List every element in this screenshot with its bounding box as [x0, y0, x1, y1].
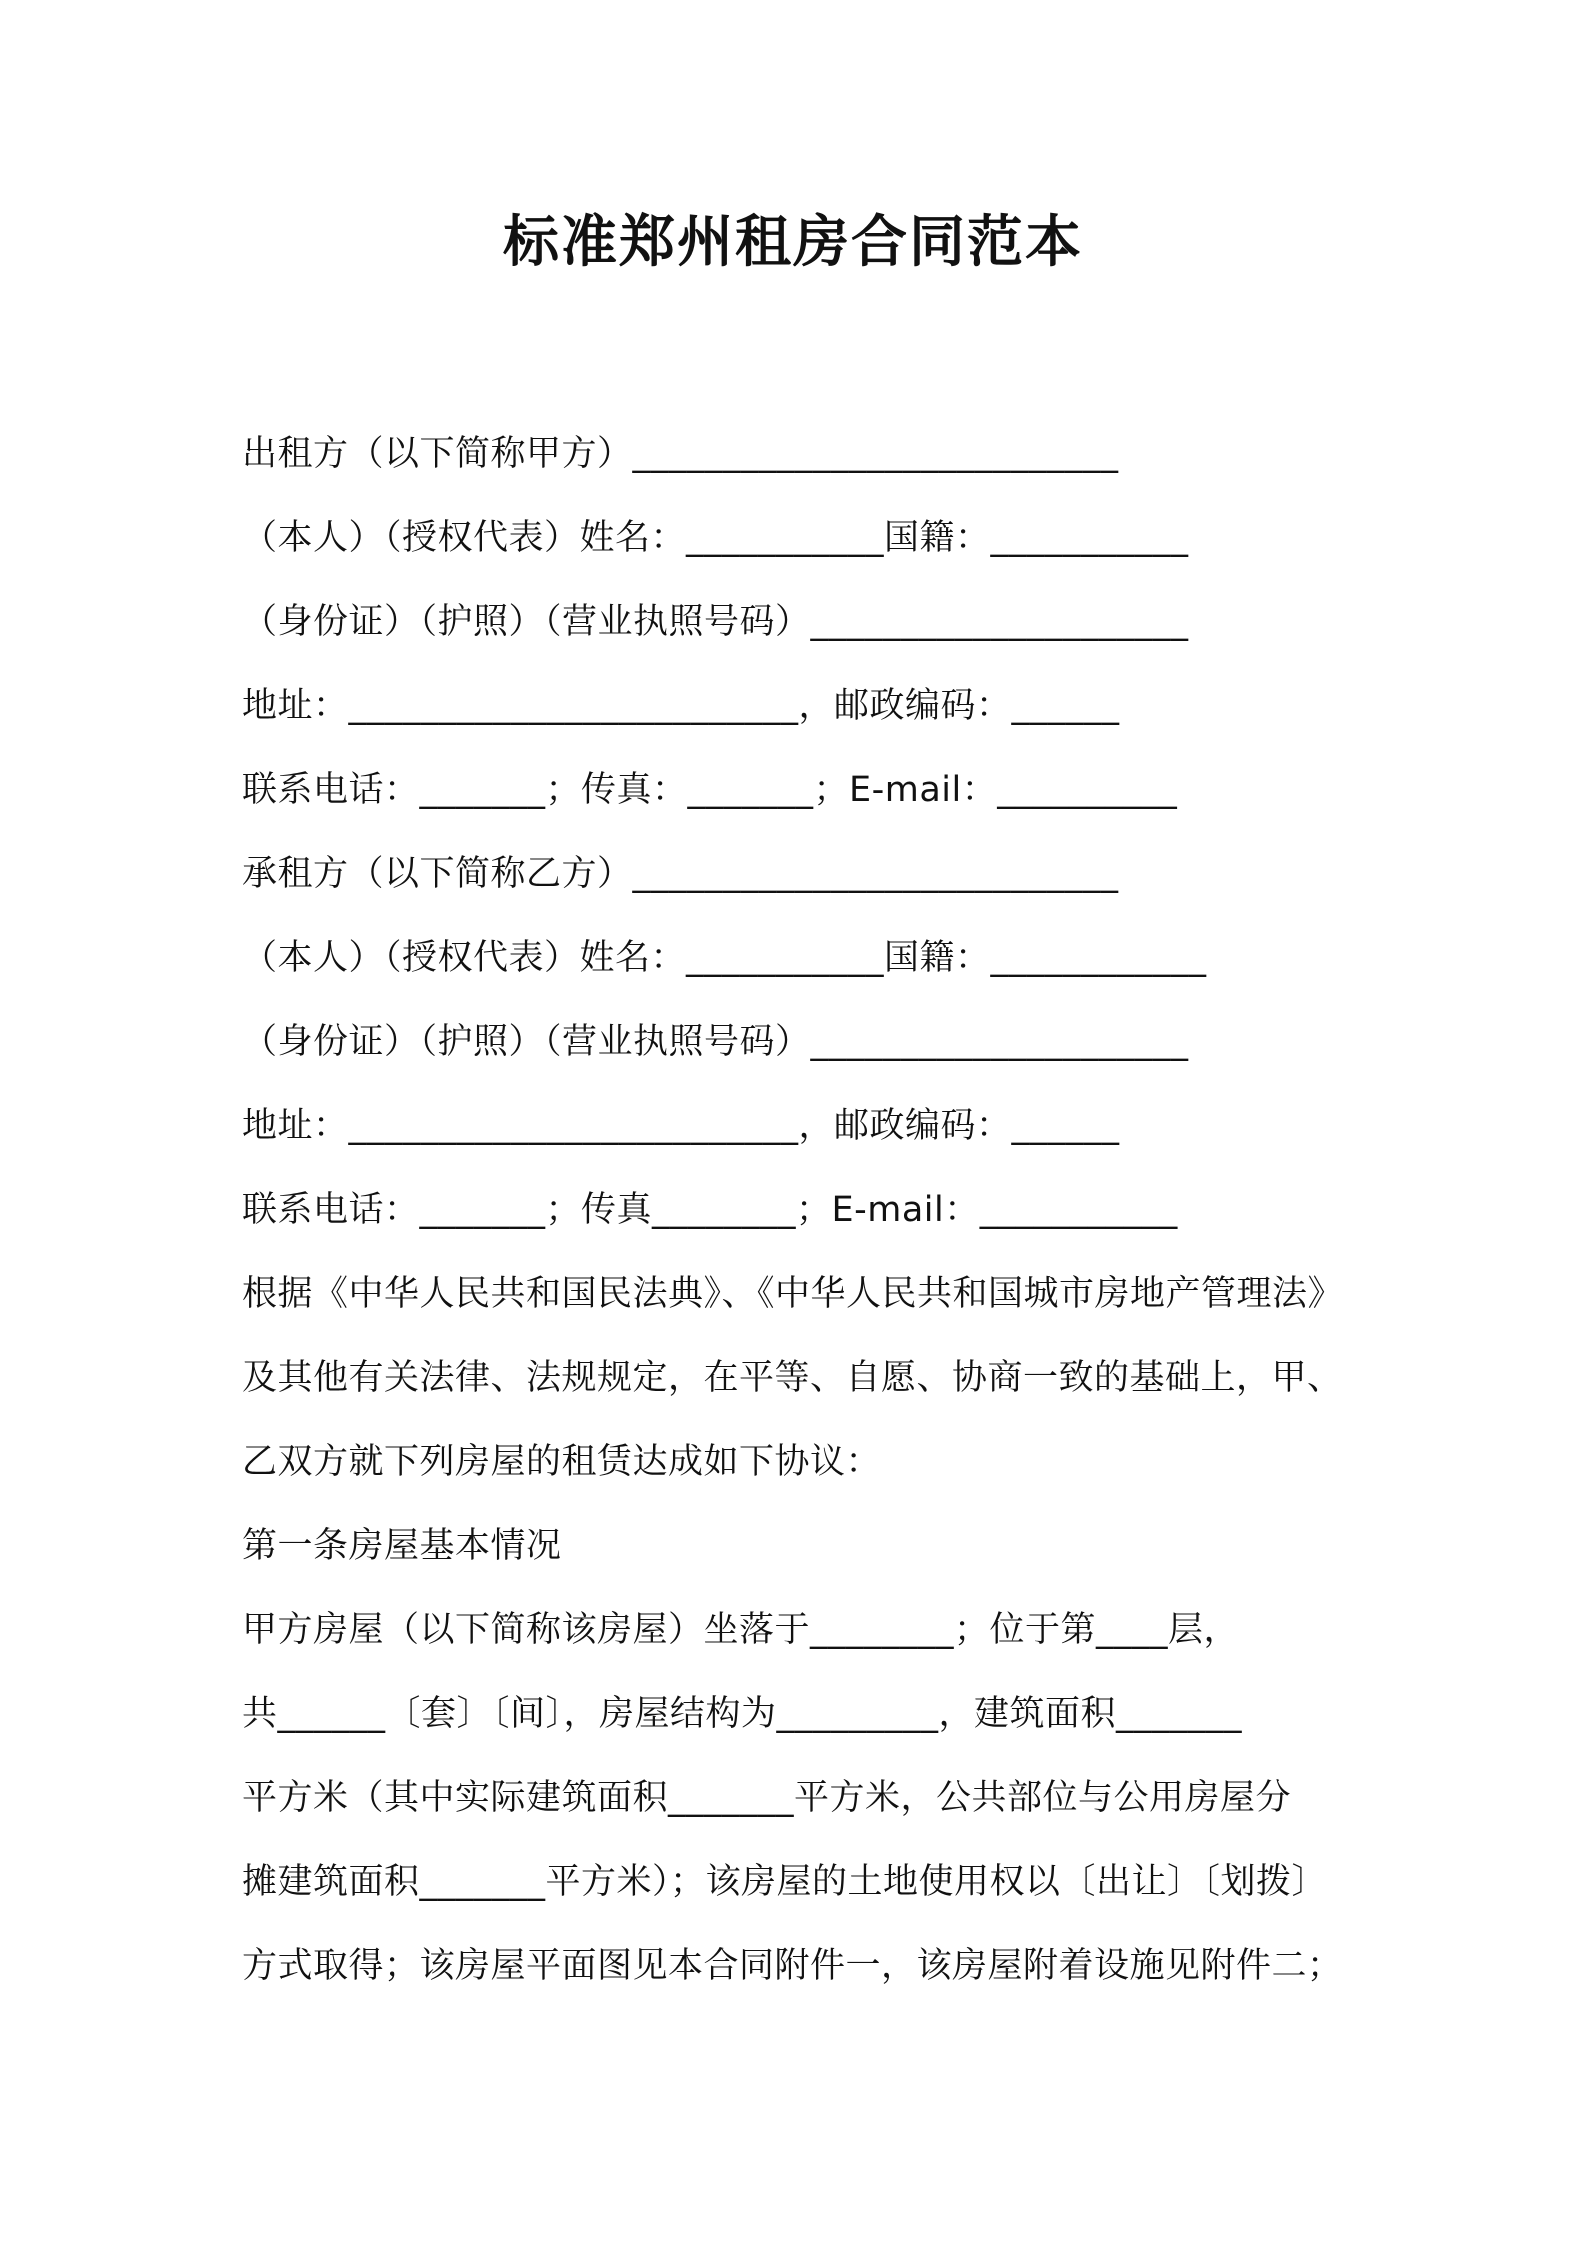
preamble-line-2: 及其他有关法律、法规规定，在平等、自愿、协商一致的基础上，甲、 [242, 1358, 1343, 1398]
article-one-line-5: 方式取得；该房屋平面图见本合同附件一，该房屋附着设施见附件二； [242, 1946, 1343, 1986]
contract-body [242, 412, 1372, 2008]
document-title: 标准郑州租房合同范本 [503, 210, 1083, 275]
preamble-line-3: 乙双方就下列房屋的租赁达成如下协议： [242, 1442, 882, 1482]
lessee-line: 承租方（以下简称乙方）___________________________ [242, 854, 1119, 894]
article-one-line-4: 摊建筑面积_______平方米）；该房屋的土地使用权以〔出让〕〔划拨〕 [242, 1862, 1328, 1902]
lessee-name-nationality-line: （本人）（授权代表）姓名：___________国籍：____________ [242, 938, 1207, 978]
lessor-contact-line: 联系电话：_______；传真：_______；E-mail：__________ [242, 770, 1178, 810]
lessee-contact-line: 联系电话：_______；传真________；E-mail：___________ [242, 1190, 1178, 1230]
article-one-line-3: 平方米（其中实际建筑面积_______平方米，公共部位与公用房屋分 [242, 1778, 1292, 1818]
lessor-name-nationality-line: （本人）（授权代表）姓名：___________国籍：___________ [242, 518, 1189, 558]
article-one-line-1: 甲方房屋（以下简称该房屋）坐落于________；位于第____层， [242, 1610, 1240, 1650]
lessor-line: 出租方（以下简称甲方）___________________________ [242, 434, 1119, 474]
lessor-id-line: （身份证）（护照）（营业执照号码）_____________________ [242, 602, 1189, 642]
lessee-id-line: （身份证）（护照）（营业执照号码）_____________________ [242, 1022, 1189, 1062]
article-one-line-2: 共______〔套〕〔间〕，房屋结构为_________，建筑面积_______ [242, 1694, 1243, 1734]
article-one-heading: 第一条房屋基本情况 [242, 1526, 562, 1566]
preamble-line-1: 根据《中华人民共和国民法典》、《中华人民共和国城市房地产管理法》 [242, 1274, 1344, 1314]
lessee-address-line: 地址：_________________________，邮政编码：______ [242, 1106, 1120, 1146]
lessor-address-line: 地址：_________________________，邮政编码：______ [242, 686, 1120, 726]
